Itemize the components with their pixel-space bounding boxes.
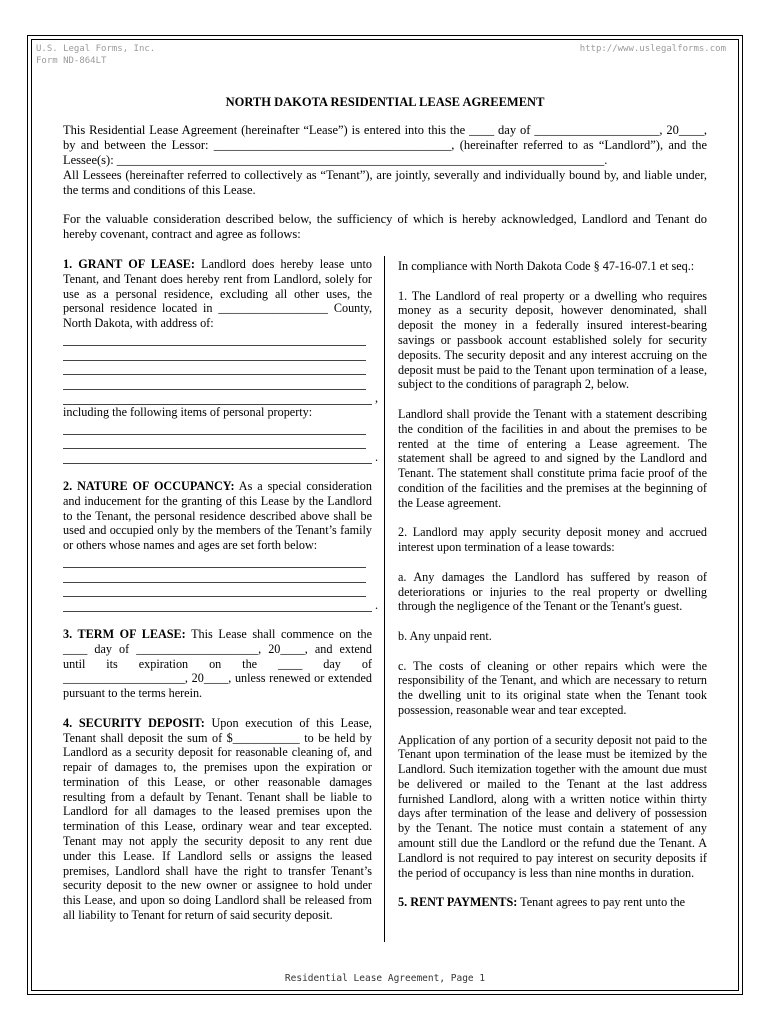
section-text: Upon execution of this Lease, Tenant shall deposit the sum of $___________ to be held by Landlord as a security deposit for reasonable cleaning of, and repair of damages to, the premises upon the expiration or termination of this Lease, or other reasonable damages resulting from a default by Tenant. Tenant shall be liable to Landlord for all damages to the leased premises upon the termination of this Lease, ordinary wear and tear excepted. Tenant may not apply the security deposit to any rent due under this Lease. If Landlord sells or assigns the leased premises, Landlord shall have the right to transfer Tenant’s security deposit to the new owner or assignee to hold under this Lease, and upon so doing Landlord shall be released from all liability to Tenant for return of said security deposit. bbox=[63, 715, 372, 923]
deposit-rule-2b: b. Any unpaid rent. bbox=[398, 628, 492, 643]
address-line[interactable] bbox=[63, 361, 366, 376]
deposit-rule-2c: c. The costs of cleaning or other repairs which were the responsibility of the Tenant, and which are necessary to return the dwelling unit to its original state when the Tenant took possession, reasonable wear and tear excepted. bbox=[398, 658, 707, 717]
occupant-line[interactable] bbox=[63, 553, 366, 568]
deposit-rule-2: 2. Landlord may apply security deposit money and accrued interest upon termination of a lease towards: bbox=[398, 525, 707, 555]
section-grant-of-lease bbox=[63, 257, 372, 331]
deposit-rule-1: 1. The Landlord of real property or a dwelling who requires money as a security deposit, however denominated, shall deposit the money in a federally insured interest-bearing savings or passbook account established solely for security deposits. The security deposit and any interest accruing on the deposit must be paid to the Tenant upon termination of a lease, subject to the conditions of paragraph 2, below. bbox=[398, 288, 707, 392]
section-heading: 3. TERM OF LEASE: bbox=[63, 626, 186, 641]
occupant-line[interactable]: . bbox=[63, 597, 372, 612]
section-text: As a special consideration and inducement for the granting of this Lease by the Landlord to the Tenant, the personal residence described above shall be used and occupied only by the members of the Tenant’s family or others whose names and ages are set forth below: bbox=[63, 478, 372, 553]
section-heading: 2. NATURE OF OCCUPANCY: bbox=[63, 478, 235, 493]
section-term-of-lease bbox=[63, 627, 372, 701]
intro-section bbox=[63, 123, 707, 242]
section-heading: 5. RENT PAYMENTS: bbox=[398, 895, 518, 910]
document-title: NORTH DAKOTA RESIDENTIAL LEASE AGREEMENT bbox=[225, 95, 545, 109]
intro-paragraph-lessees: All Lessees (hereinafter referred to collectively as “Tenant”), are jointly, severally and individually bound by, and liable under, the terms and conditions of this Lease. bbox=[63, 168, 707, 197]
section-text: This Lease shall commence on the ____ day of ____________________, 20____, and extend until its expiration on the ____ day of ____________________, 20____, unless renewed or extended pursuant to the terms herein. bbox=[63, 626, 373, 701]
condition-statement-rule: Landlord shall provide the Tenant with a statement describing the condition of the facilities in and about the premises to be rented at the time of entering a Lease agreement. The statement shall be agreed to and signed by the Landlord and Tenant. The statement shall constitute prima facie proof of the condition of the facilities and the premises at the beginning of the Lease agreement. bbox=[398, 406, 707, 510]
address-line[interactable] bbox=[63, 346, 366, 361]
left-column bbox=[63, 257, 378, 923]
address-line[interactable]: , bbox=[63, 390, 372, 405]
section-text: Landlord does hereby lease unto Tenant, and Tenant does hereby rent from Landlord, solely for use as a personal residence, excluding all other uses, the personal residence located in __________________ County, North Dakota, with address of: bbox=[63, 257, 372, 331]
deposit-rule-2a: a. Any damages the Landlord has suffered by reason of deteriorations or injuries to the real property or dwelling through the negligence of the Tenant or the Tenant's guest. bbox=[398, 569, 707, 614]
occupant-line[interactable] bbox=[63, 568, 366, 583]
column-divider bbox=[384, 256, 385, 942]
address-line[interactable] bbox=[63, 331, 366, 346]
section-rent-payments bbox=[398, 895, 707, 910]
publisher-header bbox=[36, 43, 155, 67]
section-heading: 4. SECURITY DEPOSIT: bbox=[63, 715, 205, 730]
publisher-url[interactable]: http://www.uslegalforms.com bbox=[579, 44, 726, 54]
itemization-rule: Application of any portion of a security deposit not paid to the Tenant upon termination of the lease must be itemized by the Landlord. Such itemization together with the amount due must be delivered or mailed to the Tenant at the last address furnished Landlord, along with a written notice within thirty days after termination of the lease and delivery of possession by the Tenant. The notice must contain a statement of any amount still due the Landlord or the refund due the Tenant. A Landlord is not required to pay interest on security deposits if the period of occupancy is less than nine months in duration. bbox=[398, 732, 707, 880]
property-line[interactable]: . bbox=[63, 449, 372, 464]
intro-paragraph-parties: This Residential Lease Agreement (hereinafter “Lease”) is entered into this the ____ day of ____________________, 20____, by and between the Lessor: ______________________________________, (hereinafter referred to as “Landlord”), and the Lessee(s): ______________________________________________________________________________. bbox=[63, 123, 707, 167]
intro-paragraph-consideration: For the valuable consideration described below, the sufficiency of which is hereby acknowledged, Landlord and Tenant do hereby covenant, contract and agree as follows: bbox=[63, 212, 707, 241]
page-footer: Residential Lease Agreement, Page 1 bbox=[284, 973, 486, 984]
section-text: Tenant agrees to pay rent unto the bbox=[517, 895, 686, 910]
property-line[interactable] bbox=[63, 420, 366, 435]
occupant-line[interactable] bbox=[63, 583, 366, 598]
section-nature-of-occupancy bbox=[63, 479, 372, 553]
address-line[interactable] bbox=[63, 375, 366, 390]
section-heading: 1. GRANT OF LEASE: bbox=[63, 257, 195, 271]
section-security-deposit bbox=[63, 716, 372, 923]
publisher-name: U.S. Legal Forms, Inc. bbox=[36, 44, 156, 54]
form-number: Form ND-864LT bbox=[36, 56, 107, 66]
personal-property-label: including the following items of personal property: bbox=[63, 404, 313, 419]
property-line[interactable] bbox=[63, 435, 366, 450]
right-column bbox=[398, 259, 707, 910]
statute-reference: In compliance with North Dakota Code § 47-16-07.1 et seq.: bbox=[398, 259, 695, 273]
